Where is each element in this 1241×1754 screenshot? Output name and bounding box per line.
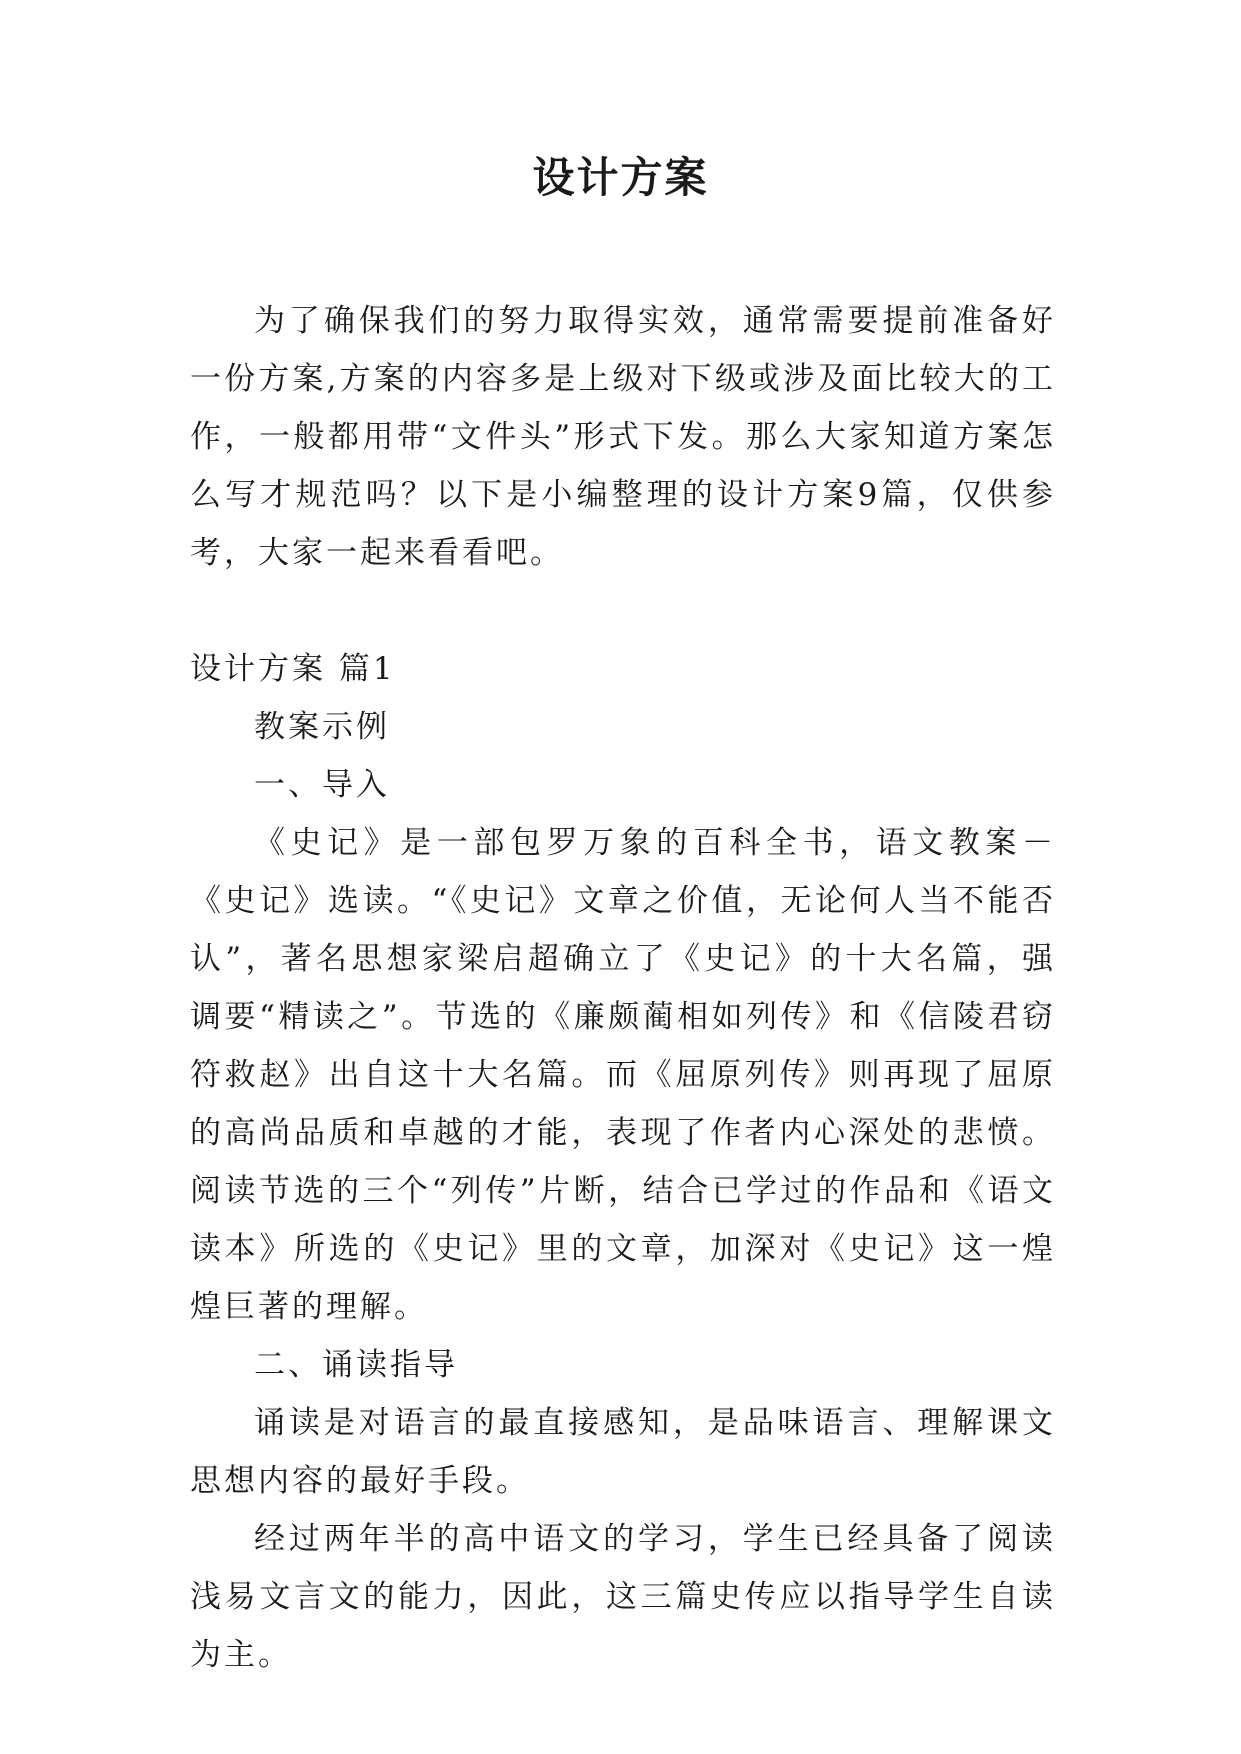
intro-paragraph: 为了确保我们的努力取得实效，通常需要提前准备好一份方案,方案的内容多是上级对下级或涉及面比较大的工作，一般都用带“文件头”形式下发。那么大家知道方案怎么写才规范吗？以下是小编整理的设计方案9篇，仅供参考，大家一起来看看吧。 (190, 303, 1056, 571)
paragraph-self-reading: 经过两年半的高中语文的学习，学生已经具备了阅读浅易文言文的能力，因此，这三篇史传应以指导学生自读为主。 (190, 1521, 1056, 1673)
document-title: 设计方案 (532, 153, 709, 202)
paragraph-recitation-importance: 诵读是对语言的最直接感知，是品味语言、理解课文思想内容的最好手段。 (190, 1405, 1056, 1499)
document-body (190, 292, 1056, 1684)
paragraph-lesson-example: 教案示例 (254, 709, 390, 745)
paragraph-heading-introduction: 一、导入 (254, 767, 390, 803)
section-heading: 设计方案 篇1 (190, 651, 396, 687)
paragraph-shiji-overview: 《史记》是一部包罗万象的百科全书，语文教案－《史记》选读。“《史记》文章之价值，无论何人当不能否认”，著名思想家梁启超确立了《史记》的十大名篇，强调要“精读之”。节选的《廉颇蔺相如列传》和《信陵君窃符救赵》出自这十大名篇。而《屈原列传》则再现了屈原的高尚品质和卓越的才能，表现了作者内心深处的悲愤。阅读节选的三个“列传”片断，结合已学过的作品和《语文读本》所选的《史记》里的文章，加深对《史记》这一煌煌巨著的理解。 (190, 825, 1056, 1325)
paragraph-heading-recitation: 二、诵读指导 (254, 1347, 458, 1383)
